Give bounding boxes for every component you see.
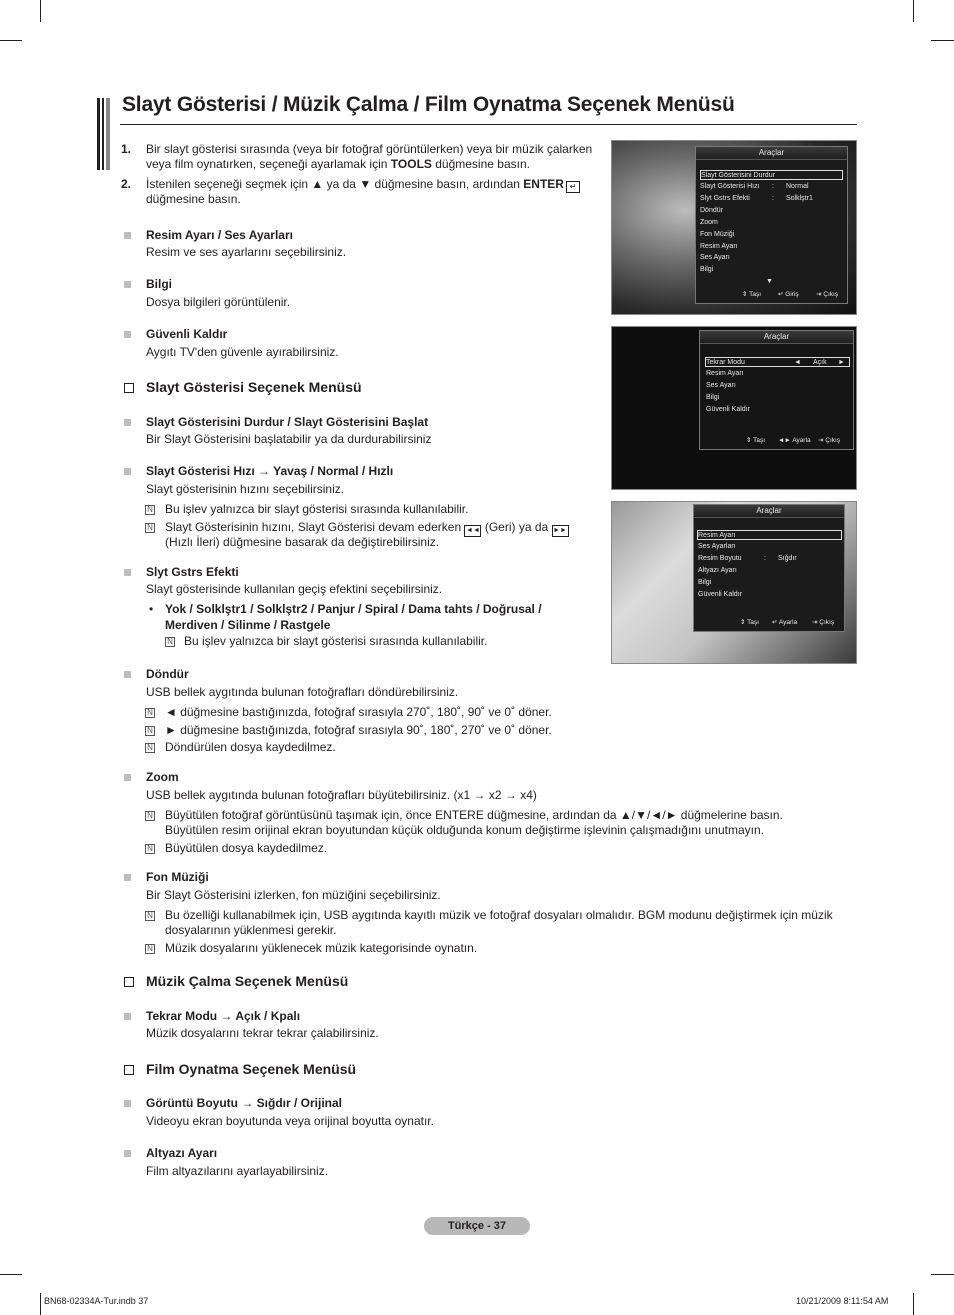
item-desc: USB bellek aygıtında bulunan fotoğrafları döndürebilirsiniz.: [146, 685, 459, 699]
footer-exit: ⇥ Çıkış: [812, 619, 835, 626]
menu-title: Araçlar: [696, 147, 847, 160]
item-desc: Film altyazılarını ayarlayabilirsiniz.: [146, 1164, 329, 1178]
bullet-square: [124, 1013, 131, 1020]
title-bar: [102, 98, 104, 170]
menu-item[interactable]: Güvenli Kaldır: [706, 406, 750, 413]
note-icon: N: [145, 523, 155, 533]
item-heading: Zoom: [146, 770, 179, 784]
scroll-down-icon[interactable]: ▼: [766, 278, 773, 285]
bullet-square: [124, 569, 131, 576]
crop-mark: [0, 1274, 22, 1275]
menu-item[interactable]: Tekrar Modu ◄ Açık ►: [705, 357, 850, 367]
item-heading: Slayt Gösterisini Durdur / Slayt Gösterisini Başlat: [146, 415, 429, 429]
step-text: veya film oynatırken, seçeneği ayarlamak için TOOLS düğmesine basın.: [146, 157, 530, 171]
left-right-icon: ◄►: [778, 437, 793, 444]
footer-adjust: ↵ Ayarla: [772, 619, 798, 626]
item-desc: Videoyu ekran boyutunda veya orijinal boyutta oynatır.: [146, 1114, 434, 1128]
crop-mark: [40, 1293, 41, 1315]
crop-mark: [931, 1274, 954, 1275]
note-text: Büyütülen dosya kaydedilmez.: [165, 841, 328, 855]
item-heading: Fon Müziği: [146, 870, 209, 884]
note-icon: N: [145, 708, 155, 718]
tools-menu: [699, 330, 854, 450]
note-icon: N: [145, 844, 155, 854]
music-tools-screenshot: [611, 326, 857, 490]
crop-mark: [913, 1293, 914, 1315]
section-heading: Film Oynatma Seçenek Menüsü: [146, 1061, 357, 1077]
exit-icon: ⇥: [816, 291, 824, 298]
bullet-square: [124, 331, 131, 338]
item-heading: Bilgi: [146, 277, 172, 291]
item-desc: Müzik dosyalarını tekrar tekrar çalabilirsiniz.: [146, 1026, 379, 1040]
enter-icon: ↵: [778, 291, 786, 298]
menu-item[interactable]: Fon Müziği: [700, 231, 735, 238]
item-desc: Resim ve ses ayarlarını seçebilirsiniz.: [146, 245, 347, 259]
file-info: BN68-02334A-Tur.indb 37: [44, 1296, 149, 1306]
footer-move: ⇕ Taşı: [746, 437, 766, 444]
film-tools-screenshot: [611, 501, 857, 664]
menu-item[interactable]: Resim Ayarı: [706, 370, 744, 377]
note-icon: N: [165, 637, 175, 647]
item-desc: Dosya bilgileri görüntülenir.: [146, 295, 291, 309]
footer-exit: ⇥ Çıkış: [816, 291, 839, 298]
menu-item[interactable]: Zoom: [700, 219, 718, 226]
bullet-square: [124, 468, 131, 475]
note-icon: N: [145, 505, 155, 515]
item-desc: Slayt gösterisinin hızını seçebilirsiniz.: [146, 482, 345, 496]
bullet-square: [124, 1150, 131, 1157]
item-heading: Slyt Gstrs Efekti: [146, 565, 239, 579]
menu-item[interactable]: Slayt Gösterisini Durdur: [700, 170, 843, 180]
crop-mark: [40, 0, 41, 22]
slideshow-tools-screenshot: [611, 140, 857, 315]
move-icon: ⇕: [740, 619, 748, 626]
bullet-square: [124, 671, 131, 678]
menu-item[interactable]: Ses Ayarı: [706, 382, 736, 389]
footer-adjust: ◄► Ayarla: [778, 437, 811, 444]
menu-item[interactable]: Altyazı Ayarı: [698, 567, 737, 574]
item-heading: Görüntü Boyutu → Sığdır / Orijinal: [146, 1096, 342, 1110]
crop-mark: [931, 40, 954, 41]
footer-exit: ⇥ Çıkış: [818, 437, 841, 444]
note-text: dosyalarının yüklenmesi gerekir.: [165, 923, 337, 937]
rewind-icon: ◄◄: [464, 525, 481, 537]
menu-item[interactable]: Bilgi: [700, 266, 714, 273]
bullet-square: [124, 232, 131, 239]
menu-item[interactable]: Güvenli Kaldır: [698, 591, 742, 598]
right-arrow-icon[interactable]: ►: [838, 359, 845, 366]
fast-forward-icon: ►►: [552, 525, 569, 537]
step-text: Bir slayt gösterisi sırasında (veya bir fotoğraf görüntülerken) veya bir müzik çalarken: [146, 142, 593, 156]
enter-icon: ↵: [566, 181, 580, 193]
bullet-dot: •: [149, 602, 154, 616]
item-desc: USB bellek aygıtında bulunan fotoğrafları büyütebilirsiniz. (x1 → x2 → x4): [146, 788, 537, 802]
footer-enter: ↵ Giriş: [778, 291, 799, 298]
note-icon: N: [145, 726, 155, 736]
note-text: (Hızlı İleri) düğmesine basarak da değiştirebilirsiniz.: [165, 535, 440, 549]
page-number: Türkçe - 37: [424, 1217, 530, 1235]
effect-list: Yok / Solklştr1 / Solklştr2 / Panjur / Spiral / Dama tahts / Doğrusal /: [165, 602, 542, 616]
move-icon: ⇕: [742, 291, 750, 298]
left-arrow-icon[interactable]: ◄: [794, 359, 801, 366]
note-text: ◄ düğmesine bastığınızda, fotoğraf sırasıyla 270˚, 180˚, 90˚ ve 0˚ döner.: [165, 705, 552, 719]
step-text: İstenilen seçeneği seçmek için ▲ ya da ▼ düğmesine basın, ardından ENTER ↵: [146, 177, 580, 193]
bullet-square: [124, 874, 131, 881]
menu-title: Araçlar: [700, 331, 853, 344]
item-heading: Tekrar Modu → Açık / Kpalı: [146, 1009, 301, 1023]
item-heading: Güvenli Kaldır: [146, 327, 228, 341]
note-text: Büyütülen resim orijinal ekran boyutundan küçük olduğunda konum değiştirme işlevinin çalışmadığını unutmayın.: [165, 823, 764, 837]
step-text: düğmesine basın.: [146, 192, 241, 206]
footer-move: ⇕ Taşı: [742, 291, 762, 298]
section-checkbox-icon: [124, 383, 134, 393]
enter-icon: ↵: [772, 619, 779, 626]
tools-menu: [695, 146, 848, 304]
note-text: Müzik dosyalarını yüklenecek müzik kategorisinde oynatın.: [165, 941, 478, 955]
page-title: Slayt Gösterisi / Müzik Çalma / Film Oynatma Seçenek Menüsü: [122, 93, 735, 116]
bullet-square: [124, 774, 131, 781]
crop-mark: [0, 40, 22, 41]
menu-item[interactable]: Döndür: [700, 207, 723, 214]
item-desc: Bir Slayt Gösterisini başlatabilir ya da durdurabilirsiniz: [146, 432, 432, 446]
note-icon: N: [145, 743, 155, 753]
menu-item[interactable]: Bilgi: [698, 579, 712, 586]
item-desc: Bir Slayt Gösterisini izlerken, fon müziğini seçebilirsiniz.: [146, 888, 441, 902]
note-text: Bu işlev yalnızca bir slayt gösterisi sırasında kullanılabilir.: [184, 634, 488, 648]
exit-icon: ⇥: [818, 437, 826, 444]
item-heading: Resim Ayarı / Ses Ayarları: [146, 228, 293, 242]
footer-move: ⇕ Taşı: [740, 619, 760, 626]
note-icon: N: [145, 811, 155, 821]
menu-item[interactable]: Bilgi: [706, 394, 720, 401]
item-heading: Döndür: [146, 667, 189, 681]
section-heading: Müzik Çalma Seçenek Menüsü: [146, 973, 349, 989]
section-checkbox-icon: [124, 1065, 134, 1075]
note-text: Slayt Gösterisinin hızını, Slayt Gösterisi devam ederken ◄◄ (Geri) ya da ►►: [165, 520, 569, 537]
item-desc: Slayt gösterisinde kullanılan geçiş efektini seçebilirsiniz.: [146, 582, 443, 596]
note-text: Büyütülen fotoğraf görüntüsünü taşımak için, önce ENTERE düğmesine, ardından da ▲/▼/◄/► düğmelerine basın.: [165, 808, 783, 822]
note-text: ► düğmesine bastığınızda, fotoğraf sırasıyla 90˚, 180˚, 270˚ ve 0˚ döner.: [165, 723, 552, 737]
note-icon: N: [145, 944, 155, 954]
crop-mark: [913, 0, 914, 22]
note-icon: N: [145, 911, 155, 921]
menu-item[interactable]: Resim Boyutu : Sığdır: [698, 555, 797, 562]
note-text: Bu özelliği kullanabilmek için, USB aygıtında kayıtlı müzik ve fotoğraf dosyaları olmalıdır. BGM modunu değiştirmek için müzik: [165, 908, 833, 922]
bullet-square: [124, 281, 131, 288]
item-heading: Altyazı Ayarı: [146, 1146, 218, 1160]
menu-item[interactable]: Slayt Gösterisi Hızı : Normal: [700, 183, 809, 190]
menu-item[interactable]: Resim Ayarı: [697, 530, 842, 540]
step-number: 1.: [121, 142, 132, 156]
menu-item[interactable]: Slyt Gstrs Efekti : Solklştr1: [700, 195, 813, 202]
section-checkbox-icon: [124, 977, 134, 987]
item-desc: Aygıtı TV'den güvenle ayırabilirsiniz.: [146, 345, 339, 359]
menu-item[interactable]: Ses Ayarları: [698, 543, 736, 550]
tools-menu: [693, 504, 845, 632]
note-text: Döndürülen dosya kaydedilmez.: [165, 740, 336, 754]
step-number: 2.: [121, 177, 132, 191]
effect-list: Merdiven / Silinme / Rastgele: [165, 618, 331, 632]
note-text: Bu işlev yalnızca bir slayt gösterisi sırasında kullanılabilir.: [165, 502, 469, 516]
title-rule: [120, 124, 857, 125]
bullet-square: [124, 419, 131, 426]
bullet-square: [124, 1100, 131, 1107]
exit-icon: ⇥: [812, 619, 820, 626]
item-heading: Slayt Gösterisi Hızı → Yavaş / Normal / Hızlı: [146, 464, 394, 478]
menu-item[interactable]: Ses Ayarı: [700, 254, 730, 261]
title-bar: [97, 98, 100, 170]
print-date: 10/21/2009 8:11:54 AM: [796, 1296, 889, 1306]
section-heading: Slayt Gösterisi Seçenek Menüsü: [146, 379, 362, 395]
move-icon: ⇕: [746, 437, 754, 444]
menu-item[interactable]: Resim Ayarı: [700, 243, 738, 250]
title-bar: [106, 98, 110, 170]
menu-title: Araçlar: [694, 505, 844, 518]
